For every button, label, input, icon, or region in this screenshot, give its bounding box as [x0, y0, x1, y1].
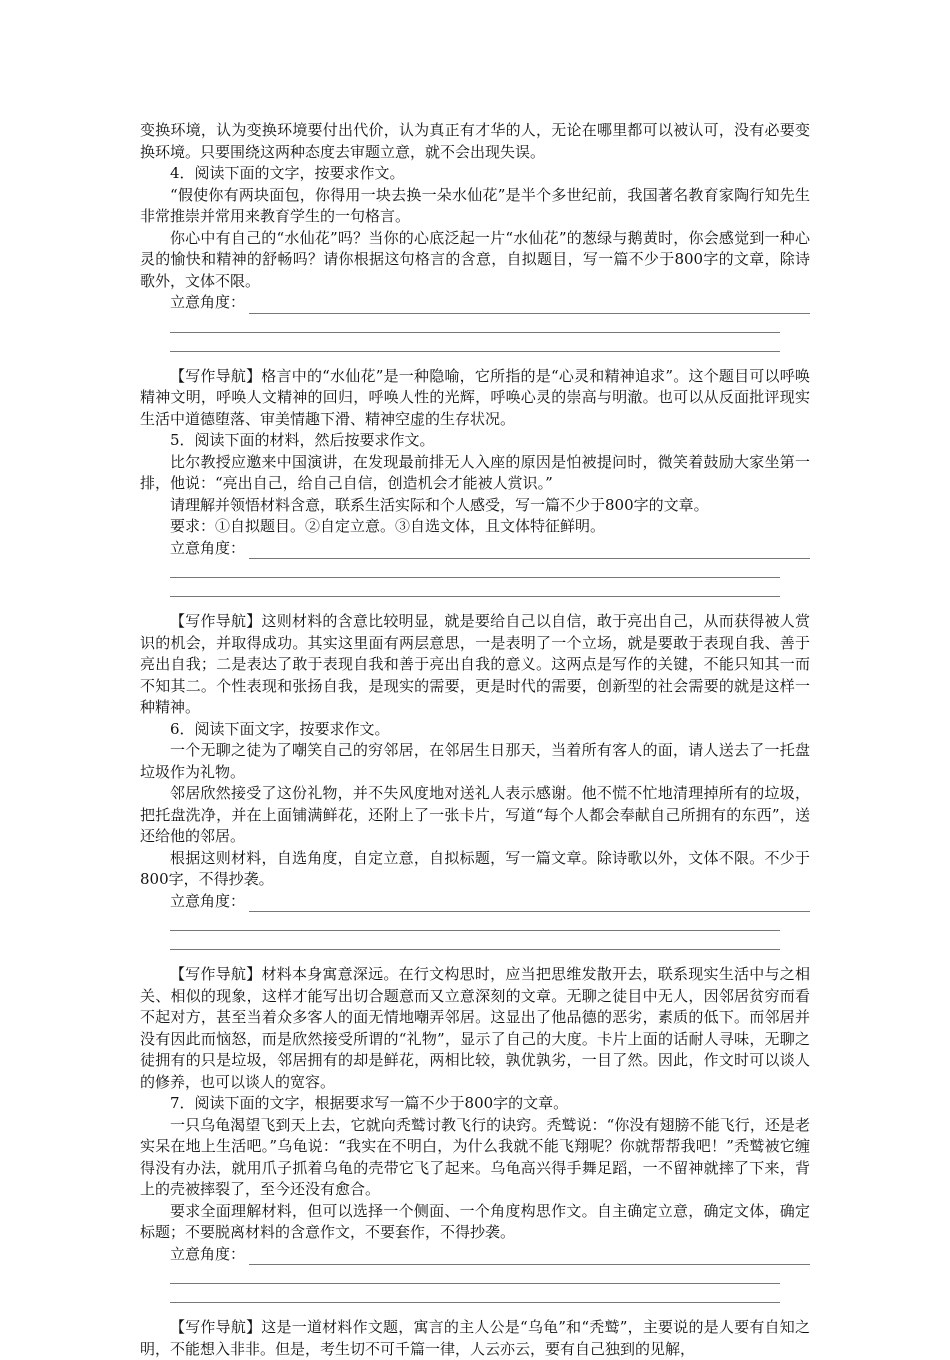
- paragraph-intro: 变换环境，认为变换环境要付出代价，认为真正有才华的人，无论在哪里都可以被认可，没有必要变换环境。只要围绕这两种态度去审题立意，就不会出现失误。: [140, 121, 810, 161]
- answer-underline[interactable]: [249, 1250, 810, 1265]
- writing-guide-4: 【写作导航】格言中的“水仙花”是一种隐喻，它所指的是“心灵和精神追求”。这个题目可以呼唤精神文明，呼唤人文精神的回归，呼唤人性的光辉，呼唤心灵的崇高与明澈。也可以从反面批评现实生活中道德堕落、审美情趣下滑、精神空虚的生存状况。: [140, 366, 810, 428]
- writing-guide-6: 【写作导航】材料本身寓意深远。在行文构思时，应当把思维发散开去，联系现实生活中与之相关、相似的现象，这样才能写出切合题意而又立意深刻的文章。无聊之徒目中无人，因邻居贫穷而看不起对方，甚至当着众多客人的面无情地嘲弄邻居。这显出了他品德的恶劣，素质的低下。而邻居并没有因此而恼怒，而是欣然接受所谓的“礼物”，显示了自己的大度。卡片上面的话耐人寻味，无聊之徒拥有的只是垃圾，邻居拥有的却是鲜花，两相比较，孰优孰劣，一目了然。因此，作文时可以谈人的修养，也可以谈人的宽容。: [140, 965, 810, 1091]
- question-5-title: 5．阅读下面的材料，然后按要求作文。: [170, 431, 435, 449]
- answer-label-text: 立意角度：: [170, 1244, 246, 1263]
- writing-guide-5: 【写作导航】这则材料的含意比较明显，就是要给自己以自信，敢于亮出自己，从而获得被人赏识的机会，并取得成功。其实这里面有两层意思，一是表明了一个立场，就是要敢于表现自我、善于亮出自我；二是表达了敢于表现自我和善于亮出自我的意义。这两点是写作的关键，不能只知其一而不知其二。个性表现和张扬自我，是现实的需要，更是时代的需要，创新型的社会需要的就是这样一种精神。: [140, 612, 810, 716]
- answer-blank-line[interactable]: [170, 578, 780, 597]
- answer-blank-line[interactable]: [170, 559, 780, 578]
- answer-underline[interactable]: [249, 544, 810, 559]
- answer-line-label: [170, 538, 810, 560]
- spacer: [140, 352, 810, 366]
- question-4-material-2: 你心中有自己的“水仙花”吗？当你的心底泛起一片“水仙花”的葱绿与鹅黄时，你会感觉到一种心灵的愉快和精神的舒畅吗？请你根据这句格言的含意，自拟题目，写一篇不少于800字的文章，除诗歌外，文体不限。: [140, 228, 810, 290]
- question-6-title: 6．阅读下面文字，按要求作文。: [170, 719, 390, 738]
- question-5-material-1: 比尔教授应邀来中国演讲，在发现最前排无人入座的原因是怕被提问时，微笑着鼓励大家坐第一排，他说：“亮出自己，给自己自信，创造机会才能被人赏识。”: [140, 452, 810, 492]
- question-4-material-1: “假使你有两块面包，你得用一块去换一朵水仙花”是半个多世纪前，我国著名教育家陶行知先生非常推崇并常用来教育学生的一句格言。: [140, 185, 810, 225]
- answer-underline[interactable]: [249, 897, 810, 912]
- answer-blank-line[interactable]: [170, 1265, 780, 1284]
- answer-line-label: [170, 891, 810, 913]
- question-6-requirements: 根据这则材料，自选角度，自定立意，自拟标题，写一篇文章。除诗歌以外，文体不限。不少于800字，不得抄袭。: [140, 848, 810, 888]
- question-6-material-1: 一个无聊之徒为了嘲笑自己的穷邻居，在邻居生日那天，当着所有客人的面，请人送去了一托盘垃圾作为礼物。: [140, 741, 810, 781]
- spacer: [140, 1303, 810, 1317]
- question-7-requirements: 要求全面理解材料，但可以选择一个侧面、一个角度构思作文。自主确定立意，确定文体，确定标题；不要脱离材料的含意作文，不要套作，不得抄袭。: [140, 1201, 810, 1241]
- answer-line-label: [170, 1244, 810, 1266]
- document-page: [140, 120, 810, 1360]
- answer-line-label: [170, 292, 810, 314]
- question-5-material-2: 请理解并领悟材料含意，联系生活实际和个人感受，写一篇不少于800字的文章。: [170, 495, 709, 514]
- question-5-requirements: 要求：①自拟题目。②自定立意。③自选文体，且文体特征鲜明。: [170, 517, 606, 535]
- question-4-title: 4．阅读下面的文字，按要求作文。: [170, 164, 405, 182]
- answer-label-text: 立意角度：: [170, 293, 246, 311]
- answer-underline[interactable]: [249, 299, 810, 314]
- question-7-title: 7．阅读下面的文字，根据要求写一篇不少于800字的文章。: [170, 1094, 569, 1112]
- answer-blank-line[interactable]: [170, 333, 780, 352]
- answer-blank-line[interactable]: [170, 1284, 780, 1303]
- question-6-material-2: 邻居欣然接受了这份礼物，并不失风度地对送礼人表示感谢。他不慌不忙地清理掉所有的垃圾，把托盘洗净，并在上面铺满鲜花，还附上了一张卡片，写道“每个人都会奉献自己所拥有的东西”，送还给他的邻居。: [140, 784, 810, 845]
- answer-blank-line[interactable]: [170, 912, 780, 931]
- answer-blank-line[interactable]: [170, 931, 780, 950]
- question-7-material-1: 一只乌龟渴望飞到天上去，它就向秃鹫讨教飞行的诀窍。秃鹫说：“你没有翅膀不能飞行，还是老实呆在地上生活吧。”乌龟说：“我实在不明白，为什么我就不能飞翔呢？你就帮帮我吧！”秃鹫被它缠得没有办法，就用爪子抓着乌龟的壳带它飞了起来。乌龟高兴得手舞足蹈，一不留神就摔了下来，背上的壳被摔裂了，至今还没有愈合。: [140, 1115, 810, 1198]
- answer-label-text: 立意角度：: [170, 538, 246, 557]
- spacer: [140, 950, 810, 964]
- writing-guide-7: 【写作导航】这是一道材料作文题，寓言的主人公是“乌龟”和“秃鹫”，主要说的是人要有自知之明，不能想入非非。但是，考生切不可千篇一律，人云亦云，要有自己独到的见解，: [140, 1318, 810, 1358]
- answer-blank-line[interactable]: [170, 314, 780, 333]
- spacer: [140, 597, 810, 611]
- answer-label-text: 立意角度：: [170, 891, 246, 910]
